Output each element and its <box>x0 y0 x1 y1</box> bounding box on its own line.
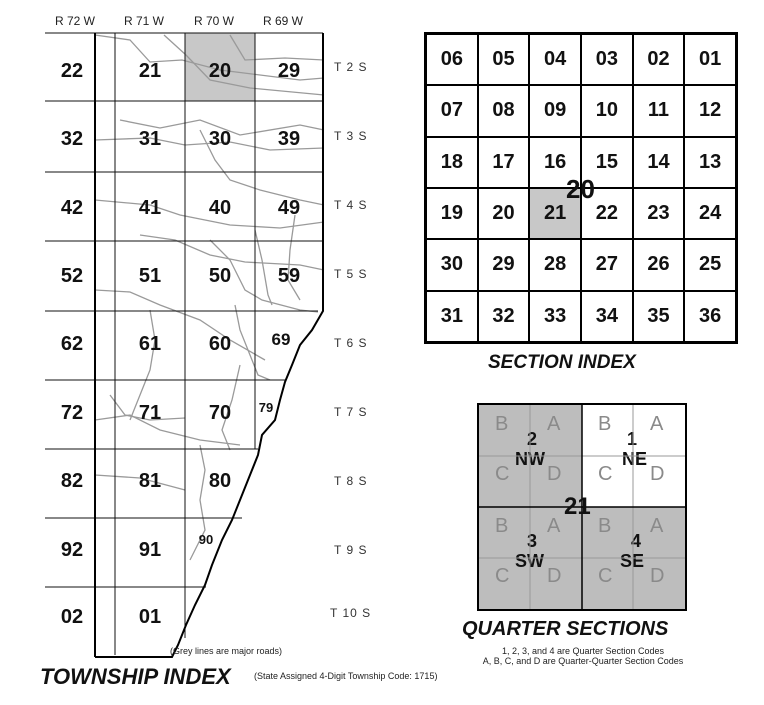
township-01[interactable]: 01 <box>138 606 162 628</box>
section-30[interactable]: 30 <box>426 239 478 290</box>
section-33[interactable]: 33 <box>529 291 581 342</box>
quarter-direction: NE <box>622 449 648 469</box>
section-17[interactable]: 17 <box>478 137 530 188</box>
section-16[interactable]: 16 <box>529 137 581 188</box>
section-27[interactable]: 27 <box>581 239 633 290</box>
township-label-t9s: T 9 S <box>334 543 368 557</box>
section-10[interactable]: 10 <box>581 85 633 136</box>
section-12[interactable]: 12 <box>684 85 736 136</box>
township-69[interactable]: 69 <box>271 330 291 349</box>
section-25[interactable]: 25 <box>684 239 736 290</box>
township-59[interactable]: 59 <box>277 265 301 287</box>
section-29[interactable]: 29 <box>478 239 530 290</box>
section-18[interactable]: 18 <box>426 137 478 188</box>
township-60[interactable]: 60 <box>208 333 232 355</box>
section-36[interactable]: 36 <box>684 291 736 342</box>
section-23[interactable]: 23 <box>633 188 685 239</box>
quarter-direction: NW <box>515 449 545 469</box>
section-31[interactable]: 31 <box>426 291 478 342</box>
quarter-quarter-a: A <box>547 413 561 435</box>
township-72[interactable]: 72 <box>60 402 84 424</box>
township-79[interactable]: 79 <box>258 400 274 415</box>
township-32[interactable]: 32 <box>60 128 84 150</box>
township-70[interactable]: 70 <box>208 402 232 424</box>
township-21[interactable]: 21 <box>138 60 162 82</box>
township-label-t2s: T 2 S <box>334 60 368 74</box>
section-28[interactable]: 28 <box>529 239 581 290</box>
township-61[interactable]: 61 <box>138 333 162 355</box>
section-01[interactable]: 01 <box>684 34 736 85</box>
township-92[interactable]: 92 <box>60 539 84 561</box>
township-51[interactable]: 51 <box>138 265 162 287</box>
section-19[interactable]: 19 <box>426 188 478 239</box>
township-71[interactable]: 71 <box>138 402 162 424</box>
roads-note: (Grey lines are major roads) <box>170 646 283 656</box>
section-20[interactable]: 20 <box>478 188 530 239</box>
quarter-code: 2 <box>527 429 538 449</box>
quarter-code: 3 <box>527 531 538 551</box>
range-label-71w: R 71 W <box>124 14 165 28</box>
quarter-quarter-b: B <box>495 413 509 435</box>
township-80[interactable]: 80 <box>208 470 232 492</box>
section-03[interactable]: 03 <box>581 34 633 85</box>
section-21[interactable]: 21 <box>529 188 581 239</box>
township-label-t5s: T 5 S <box>334 267 368 281</box>
range-label-70w: R 70 W <box>194 14 235 28</box>
quarter-direction: SE <box>620 551 645 571</box>
township-22[interactable]: 22 <box>60 60 84 82</box>
township-29[interactable]: 29 <box>277 60 301 82</box>
township-81[interactable]: 81 <box>138 470 162 492</box>
township-02[interactable]: 02 <box>60 606 84 628</box>
quarter-quarter-d: D <box>650 565 665 587</box>
township-code-note: (State Assigned 4-Digit Township Code: 1715) <box>254 671 438 681</box>
quarter-quarter-b: B <box>495 515 509 537</box>
township-40[interactable]: 40 <box>208 197 232 219</box>
township-49[interactable]: 49 <box>277 197 301 219</box>
township-index-title: TOWNSHIP INDEX <box>40 664 231 689</box>
quarter-code: 1 <box>627 429 638 449</box>
quarter-quarter-a: A <box>650 515 664 537</box>
township-82[interactable]: 82 <box>60 470 84 492</box>
section-35[interactable]: 35 <box>633 291 685 342</box>
section-grid-township-label: 20 <box>566 174 595 204</box>
section-13[interactable]: 13 <box>684 137 736 188</box>
section-04[interactable]: 04 <box>529 34 581 85</box>
section-24[interactable]: 24 <box>684 188 736 239</box>
section-08[interactable]: 08 <box>478 85 530 136</box>
township-41[interactable]: 41 <box>138 197 162 219</box>
quarter-quarter-c: C <box>495 463 510 485</box>
quarter-quarter-c: C <box>495 565 510 587</box>
quarter-sections-title: QUARTER SECTIONS <box>462 618 669 640</box>
section-07[interactable]: 07 <box>426 85 478 136</box>
township-42[interactable]: 42 <box>60 197 84 219</box>
section-09[interactable]: 09 <box>529 85 581 136</box>
quarter-quarter-c: C <box>598 565 613 587</box>
quarter-section-number: 21 <box>564 493 591 520</box>
township-62[interactable]: 62 <box>60 333 84 355</box>
quarter-quarter-b: B <box>598 515 612 537</box>
township-label-t3s: T 3 S <box>334 129 368 143</box>
range-label-69w: R 69 W <box>263 14 304 28</box>
section-34[interactable]: 34 <box>581 291 633 342</box>
quarter-codes-note: 1, 2, 3, and 4 are Quarter Section Codes <box>501 646 665 656</box>
township-label-t6s: T 6 S <box>334 336 368 350</box>
quarter-quarter-b: B <box>598 413 612 435</box>
township-50[interactable]: 50 <box>208 265 232 287</box>
township-label-t10s: T 10 S <box>330 606 372 620</box>
township-label-t7s: T 7 S <box>334 405 368 419</box>
section-15[interactable]: 15 <box>581 137 633 188</box>
section-02[interactable]: 02 <box>633 34 685 85</box>
section-32[interactable]: 32 <box>478 291 530 342</box>
section-index-title: SECTION INDEX <box>488 352 636 373</box>
township-30[interactable]: 30 <box>208 128 232 150</box>
township-label-t8s: T 8 S <box>334 474 368 488</box>
section-05[interactable]: 05 <box>478 34 530 85</box>
section-06[interactable]: 06 <box>426 34 478 85</box>
quarter-quarter-c: C <box>598 463 613 485</box>
township-91[interactable]: 91 <box>138 539 162 561</box>
township-39[interactable]: 39 <box>277 128 301 150</box>
quarter-quarter-a: A <box>650 413 664 435</box>
section-22[interactable]: 22 <box>581 188 633 239</box>
township-31[interactable]: 31 <box>138 128 162 150</box>
township-90[interactable]: 90 <box>198 532 214 547</box>
quarter-code: 4 <box>631 531 642 551</box>
township-52[interactable]: 52 <box>60 265 84 287</box>
quarter-direction: SW <box>515 551 544 571</box>
quarter-quarter-a: A <box>547 515 561 537</box>
quarter-quarter-codes-note: A, B, C, and D are Quarter-Quarter Section Codes <box>482 656 684 666</box>
township-label-t4s: T 4 S <box>334 198 368 212</box>
quarter-quarter-d: D <box>547 463 562 485</box>
section-26[interactable]: 26 <box>633 239 685 290</box>
range-label-72w: R 72 W <box>55 14 96 28</box>
township-20[interactable]: 20 <box>208 60 232 82</box>
quarter-quarter-d: D <box>547 565 562 587</box>
section-11[interactable]: 11 <box>633 85 685 136</box>
quarter-quarter-d: D <box>650 463 665 485</box>
section-14[interactable]: 14 <box>633 137 685 188</box>
